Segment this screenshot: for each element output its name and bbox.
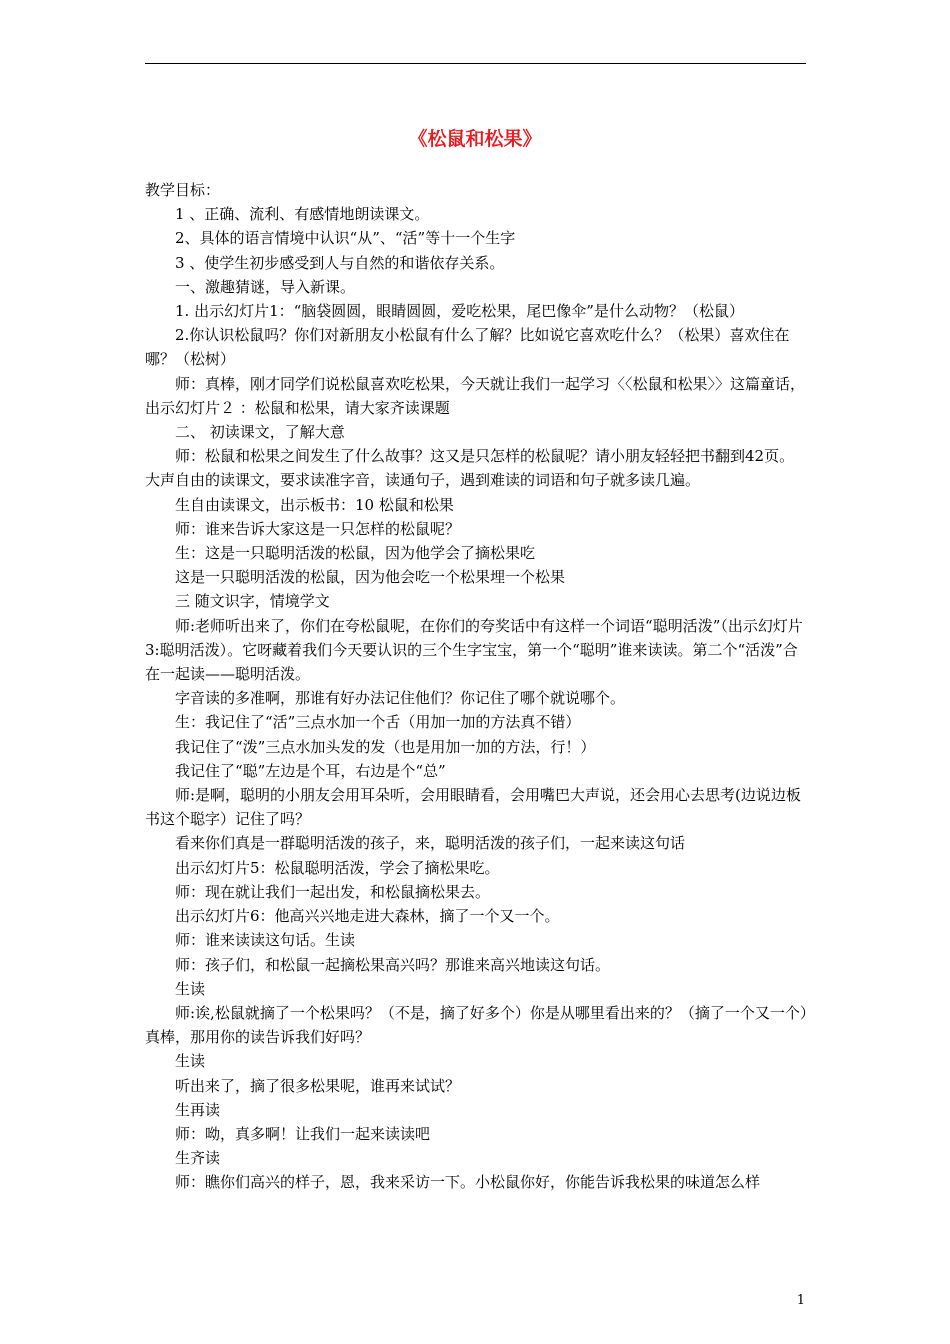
paragraph: 生读 (175, 1052, 206, 1071)
paragraph: 师：呦，真多啊！让我们一起来读读吧 (175, 1124, 431, 1143)
paragraph: 出示幻灯片5：松鼠聪明活泼，学会了摘松果吃。 (175, 858, 500, 877)
paragraph: 三 随文识字，情境学文 (175, 592, 330, 611)
paragraph: 字音读的多准啊，那谁有好办法记住他们？你记住了哪个就说哪个。 (175, 689, 626, 708)
paragraph: 师:是啊，聪明的小朋友会用耳朵听，会用眼睛看，会用嘴巴大声说，还会用心去思考(边说边板书这个聪字）记住了吗？ (145, 786, 801, 829)
paragraph: 我记住了“泼”三点水加头发的发（也是用加一加的方法，行！） (175, 737, 596, 756)
paragraph: 看来你们真是一群聪明活泼的孩子，来，聪明活泼的孩子们，一起来读这句话 (175, 834, 686, 853)
paragraph: 1. 出示幻灯片1：“脑袋圆圆，眼睛圆圆，爱吃松果，尾巴像伞”是什么动物？（松鼠） (175, 302, 744, 321)
paragraph: 这是一只聪明活泼的松鼠，因为他会吃一个松果埋一个松果 (175, 568, 566, 587)
header-rule (145, 63, 806, 64)
paragraph: 师:诶,松鼠就摘了一个松果吗？（不是，摘了好多个）你是从哪里看出来的？（摘了一个又一个）真棒，那用你的读告诉我们好吗？ (145, 1003, 808, 1047)
paragraph: 2.你认识松鼠吗？你们对新朋友小松鼠有什么了解？比如说它喜欢吃什么？（松果）喜欢住在哪？（松树） (145, 326, 790, 369)
paragraph: 师：松鼠和松果之间发生了什么故事？这又是只怎样的松鼠呢？请小朋友轻轻把书翻到42页。大声自由的读课文，要求读准字音，读通句子，遇到难读的词语和句子就多读几遍。 (145, 447, 795, 490)
paragraph: 二、 初读课文，了解大意 (175, 423, 345, 442)
paragraph: 师:老师听出来了，你们在夸松鼠呢，在你们的夸奖话中有这样一个词语“聪明活泼”（出示幻灯片3:聪明活泼）。它呀藏着我们今天要认识的三个生字宝宝，第一个“聪明”谁来读读。第二个“活泼”合在一起读——聪明活泼。 (145, 616, 803, 684)
paragraph: 师：孩子们，和松鼠一起摘松果高兴吗？那谁来高兴地读这句话。 (175, 955, 611, 974)
paragraph: 出示幻灯片6：他高兴兴地走进大森林，摘了一个又一个。 (175, 907, 560, 926)
paragraph: 师：谁来读读这句话。生读 (175, 931, 356, 950)
paragraph: 2、具体的语言情境中认识“从”、“活”等十一个生字 (175, 229, 516, 248)
paragraph: 师：真棒，刚才同学们说松鼠喜欢吃松果，今天就让我们一起学习〈〈松鼠和松果〉〉这篇童话，出示幻灯片２ ：松鼠和松果，请大家齐读课题 (145, 374, 806, 417)
document-body (145, 178, 808, 1195)
paragraph-list (145, 202, 808, 1194)
paragraph: 1 、正确、流利、有感情地朗读课文。 (175, 205, 430, 224)
paragraph: 生读 (175, 979, 206, 998)
paragraph: 生再读 (175, 1100, 221, 1119)
page-number: 1 (796, 1293, 805, 1308)
section-heading: 教学目标： (145, 181, 221, 199)
paragraph: 师：瞧你们高兴的样子，恩，我来采访一下。小松鼠你好，你能告诉我松果的味道怎么样 (175, 1173, 761, 1192)
paragraph: 听出来了，摘了很多松果呢，谁再来试试？ (175, 1076, 461, 1095)
paragraph: 一、激趣猜谜，导入新课。 (175, 277, 356, 296)
paragraph: 师：现在就让我们一起出发，和松鼠摘松果去。 (175, 882, 491, 901)
paragraph: 我记住了“聪”左边是个耳，右边是个“总” (175, 761, 446, 780)
paragraph: 3 、使学生初步感受到人与自然的和谐依存关系。 (175, 253, 505, 272)
paragraph: 生：我记住了“活”三点水加一个舌（用加一加的方法真不错） (175, 713, 581, 732)
paragraph: 师：谁来告诉大家这是一只怎样的松鼠呢？ (175, 519, 461, 538)
paragraph: 生：这是一只聪明活泼的松鼠，因为他学会了摘松果吃 (175, 544, 536, 563)
paragraph: 生齐读 (175, 1149, 221, 1168)
paragraph: 生自由读课文，出示板书：10 松鼠和松果 (175, 495, 454, 514)
document-title: 《松鼠和松果》 (408, 128, 542, 150)
